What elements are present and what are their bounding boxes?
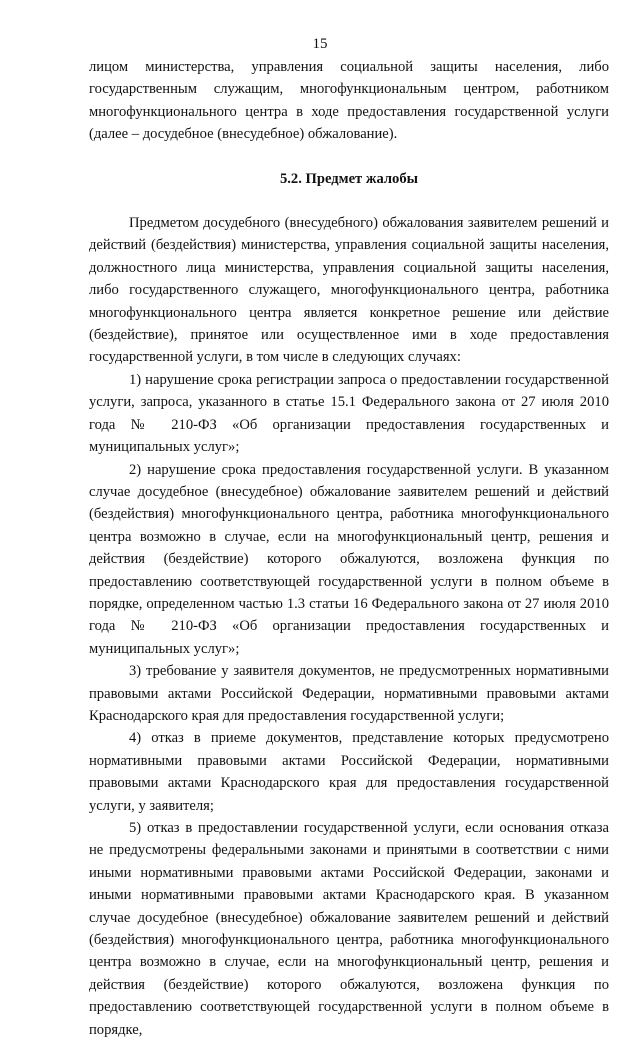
- intro-paragraph: лицом министерства, управления социальной защиты населения, либо государственным служащим, многофункциональным центром, работником многофункционального центра в ходе предоставления государственной услуги (далее – досудебное (внесудебное) обжалование).: [89, 59, 609, 143]
- lead-paragraph: Предметом досудебного (внесудебного) обжалования заявителем решений и действий (бездействия) министерства, управления социальной защиты населения, должностного лица министерства, управления социальной защиты населения, либо государственного служащего, многофункционального центра, работника многофункционального центра является конкретное решение или действие (бездействие), принятое или осуществленное ими в ходе предоставления государственной услуги, в том числе в следующих случаях:: [89, 215, 609, 366]
- section-heading: 5.2. Предмет жалобы: [279, 170, 419, 187]
- list-item-2: 2) нарушение срока предоставления государственной услуги. В указанном случае досудебное (внесудебное) обжалование заявителем решений и действий (бездействия) многофункционального центра, работника многофункционального центра возможно в случае, если на многофункциональный центр, решения и действия (бездействие) которого обжалуются, возложена функция по предоставлению соответствующей государственной услуги в полном объеме в порядке, определенном частью 1.3 статьи 16 Федерального закона от 27 июля 2010 года № 210-ФЗ «Об организации предоставления государственных и муниципальных услуг»;: [89, 461, 609, 657]
- list-item-4: 4) отказ в приеме документов, представление которых предусмотрено нормативными правовыми актами Российской Федерации, нормативными правовыми актами Краснодарского края для предоставления государственной услуги, у заявителя;: [89, 730, 609, 814]
- document-body: [89, 56, 609, 1041]
- list-item-5: 5) отказ в предоставлении государственной услуги, если основания отказа не предусмотрены федеральными законами и принятыми в соответствии с ними иными нормативными правовыми актами Российской Федерации, законами и иными нормативными правовыми актами Краснодарского края. В указанном случае досудебное (внесудебное) обжалование заявителем решений и действий (бездействия) многофункционального центра, работника многофункционального центра возможно в случае, если на многофункциональный центр, решения и действия (бездействие) которого обжалуются, возложена функция по предоставлению соответствующей государственной услуги в полном объеме в порядке,: [89, 820, 609, 1038]
- list-item-3: 3) требование у заявителя документов, не предусмотренных нормативными правовыми актами Российской Федерации, нормативными правовыми актами Краснодарского края для предоставления государственной услуги;: [89, 663, 609, 724]
- page-number: 15: [312, 36, 328, 52]
- list-item-1: 1) нарушение срока регистрации запроса о предоставлении государственной услуги, запроса, указанного в статье 15.1 Федерального закона от 27 июля 2010 года № 210-ФЗ «Об организации предоставления государственных и муниципальных услуг»;: [89, 371, 609, 456]
